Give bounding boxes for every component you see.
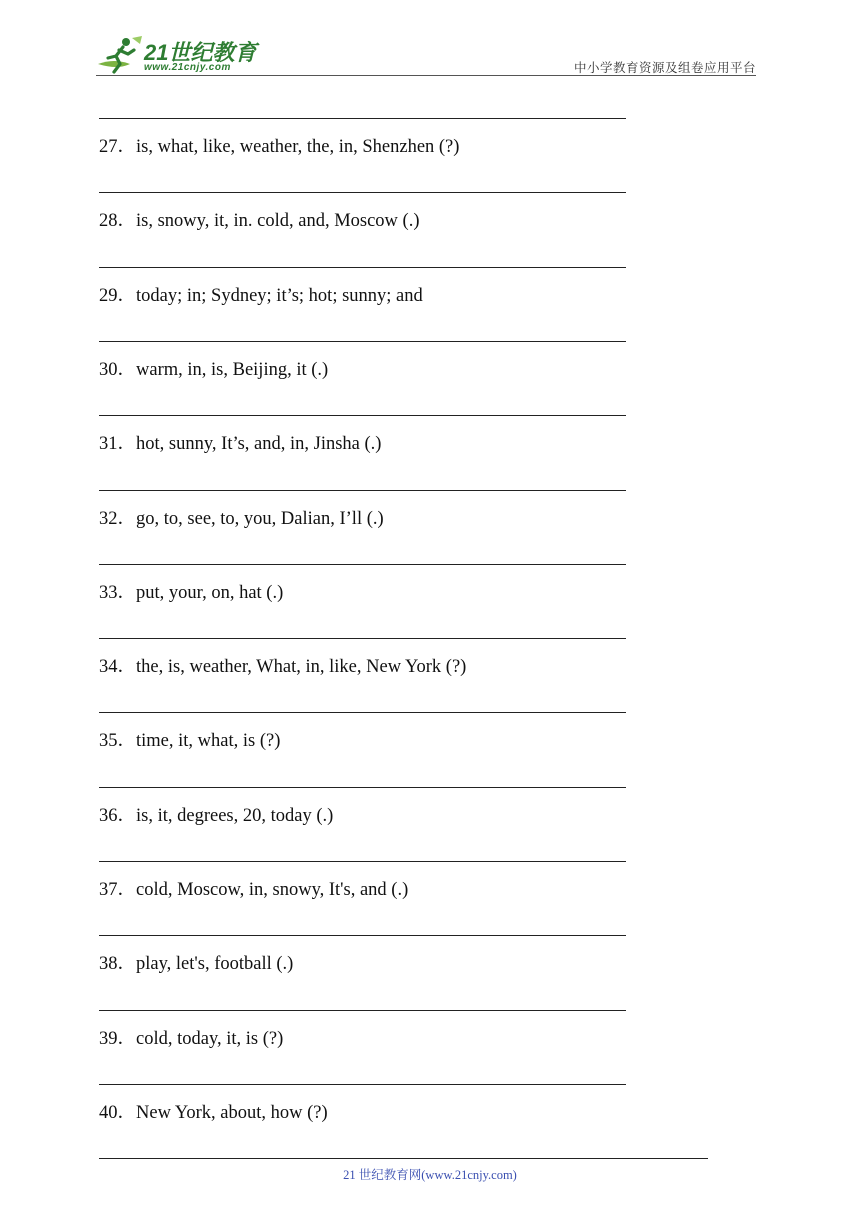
question-text: is, snowy, it, in. cold, and, Moscow (.)	[136, 211, 420, 231]
question-number: 40．	[99, 1103, 137, 1123]
question-number: 33．	[99, 583, 137, 603]
question-number: 28．	[99, 211, 137, 231]
question-text: today; in; Sydney; it’s; hot; sunny; and	[136, 286, 423, 306]
question-number: 27．	[99, 137, 137, 157]
question-text: is, it, degrees, 20, today (.)	[136, 806, 334, 826]
answer-line[interactable]	[99, 712, 626, 713]
question-item	[99, 656, 466, 678]
question-text: is, what, like, weather, the, in, Shenzhen (?)	[136, 137, 460, 157]
question-number: 30．	[99, 360, 137, 380]
question-item	[99, 210, 420, 232]
question-item	[99, 1028, 283, 1050]
question-item	[99, 582, 283, 604]
question-text: put, your, on, hat (.)	[136, 583, 284, 603]
answer-line[interactable]	[99, 341, 626, 342]
question-item	[99, 1102, 328, 1124]
question-item	[99, 879, 408, 901]
footer-divider	[99, 1158, 708, 1159]
logo-text: 21世纪教育	[144, 40, 257, 65]
answer-line[interactable]	[99, 935, 626, 936]
question-number: 35．	[99, 731, 137, 751]
question-item	[99, 508, 384, 530]
question-text: go, to, see, to, you, Dalian, I’ll (.)	[136, 509, 384, 529]
question-text: hot, sunny, It’s, and, in, Jinsha (.)	[136, 434, 382, 454]
page-header	[96, 30, 756, 78]
answer-line[interactable]	[99, 1010, 626, 1011]
question-item	[99, 359, 328, 381]
answer-line[interactable]	[99, 490, 626, 491]
question-number: 31．	[99, 434, 137, 454]
answer-line[interactable]	[99, 564, 626, 565]
answer-line[interactable]	[99, 861, 626, 862]
header-divider	[96, 75, 756, 76]
question-number: 34．	[99, 657, 137, 677]
question-item	[99, 136, 459, 158]
question-number: 29．	[99, 286, 137, 306]
question-item	[99, 953, 293, 975]
question-number: 37．	[99, 880, 137, 900]
logo-subtext: www.21cnjy.com	[144, 62, 231, 73]
question-text: New York, about, how (?)	[136, 1103, 328, 1123]
question-text: warm, in, is, Beijing, it (.)	[136, 360, 329, 380]
answer-line[interactable]	[99, 118, 626, 119]
question-item	[99, 805, 333, 827]
question-text: time, it, what, is (?)	[136, 731, 281, 751]
site-logo[interactable]	[96, 34, 266, 76]
question-number: 39．	[99, 1029, 137, 1049]
question-number: 36．	[99, 806, 137, 826]
answer-line[interactable]	[99, 1084, 626, 1085]
question-text: cold, today, it, is (?)	[136, 1029, 284, 1049]
answer-line[interactable]	[99, 415, 626, 416]
runner-logo-icon	[96, 34, 146, 76]
answer-line[interactable]	[99, 267, 626, 268]
answer-line[interactable]	[99, 787, 626, 788]
question-item	[99, 730, 280, 752]
platform-label: 中小学教育资源及组卷应用平台	[573, 60, 756, 75]
answer-line[interactable]	[99, 638, 626, 639]
question-text: the, is, weather, What, in, like, New York (?)	[136, 657, 467, 677]
question-text: cold, Moscow, in, snowy, It's, and (.)	[136, 880, 409, 900]
answer-line[interactable]	[99, 192, 626, 193]
question-number: 38．	[99, 954, 137, 974]
question-item	[99, 285, 423, 307]
question-text: play, let's, football (.)	[136, 954, 294, 974]
footer-text[interactable]: 21 世纪教育网(www.21cnjy.com)	[343, 1168, 517, 1182]
question-number: 32．	[99, 509, 137, 529]
question-item	[99, 433, 381, 455]
